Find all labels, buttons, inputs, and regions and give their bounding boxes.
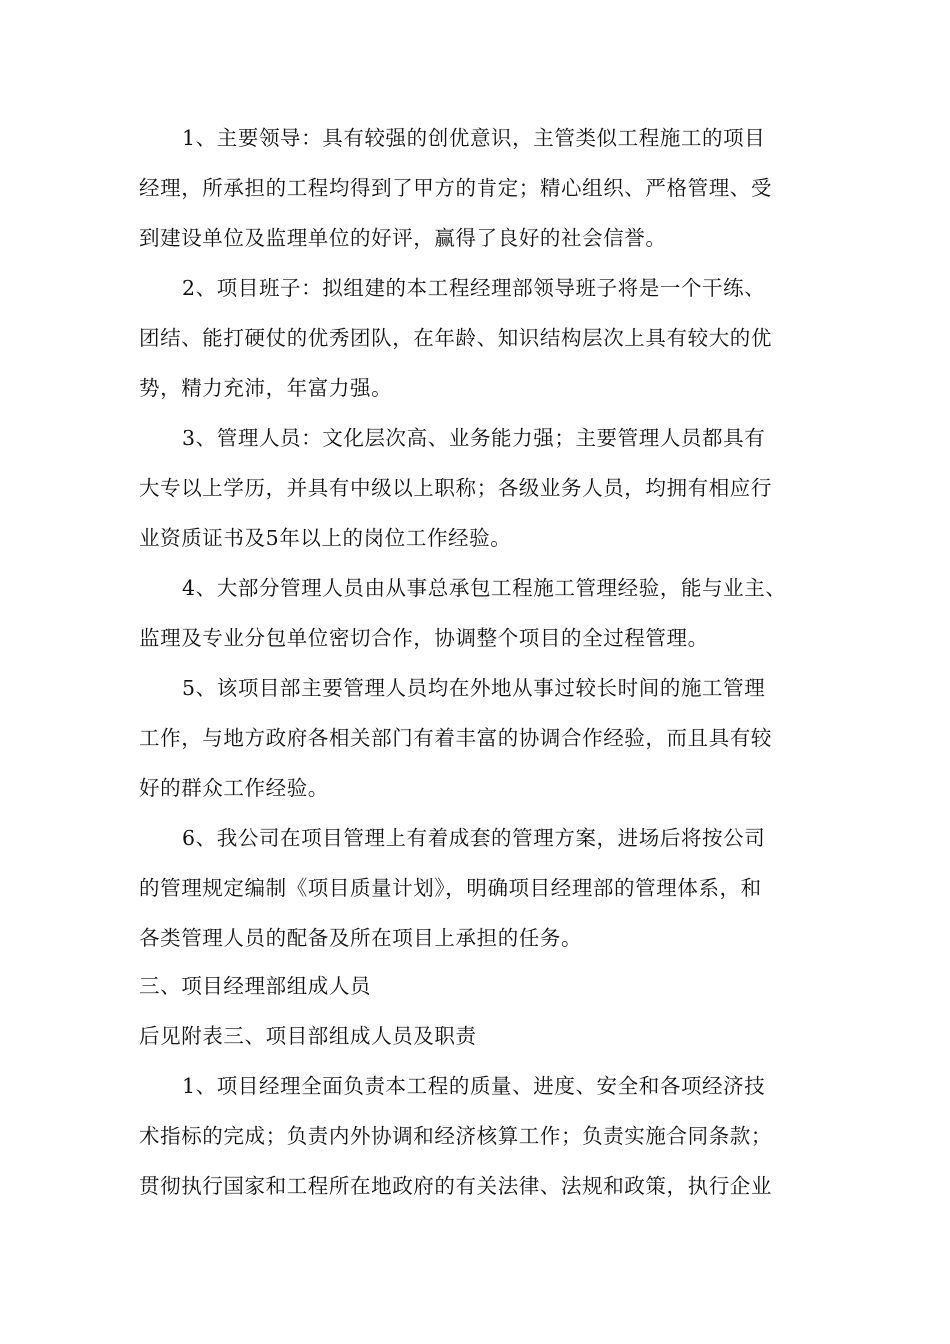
paragraph-4-line-1: 4、大部分管理人员由从事总承包工程施工管理经验，能与业主、 [182,576,787,600]
paragraph-1-line-2: 经理，所承担的工程均得到了甲方的肯定；精心组织、严格管理、受 [139,176,772,200]
paragraph-5-line-3: 好的群众工作经验。 [139,776,329,800]
paragraph-6-line-1: 6、我公司在项目管理上有着成套的管理方案，进场后将按公司 [182,826,766,850]
paragraph-5-line-1: 5、该项目部主要管理人员均在外地从事过较长时间的施工管理 [182,676,766,700]
paragraph-7-line-3: 贯彻执行国家和工程所在地政府的有关法律、法规和政策，执行企业 [139,1174,772,1198]
paragraph-3-line-2: 大专以上学历，并具有中级以上职称；各级业务人员，均拥有相应行 [139,476,772,500]
paragraph-1-line-3: 到建设单位及监理单位的好评，赢得了良好的社会信誉。 [139,226,667,250]
paragraph-5-line-2: 工作，与地方政府各相关部门有着丰富的协调合作经验，而且具有较 [139,726,772,750]
reference-line: 后见附表三、项目部组成人员及职责 [139,1024,477,1048]
paragraph-4-line-2: 监理及专业分包单位密切合作，协调整个项目的全过程管理。 [139,626,709,650]
paragraph-6-line-3: 各类管理人员的配备及所在项目上承担的任务。 [139,926,583,950]
paragraph-3-line-3: 业资质证书及5年以上的岗位工作经验。 [139,526,512,550]
paragraph-2-line-2: 团结、能打硬仗的优秀团队，在年龄、知识结构层次上具有较大的优 [139,326,772,350]
paragraph-3-line-1: 3、管理人员：文化层次高、业务能力强；主要管理人员都具有 [182,426,766,450]
paragraph-2-line-3: 势，精力充沛，年富力强。 [139,376,393,400]
paragraph-1-line-1: 1、主要领导：具有较强的创优意识，主管类似工程施工的项目 [182,126,766,150]
section-heading: 三、项目经理部组成人员 [139,974,372,998]
paragraph-7-line-1: 1、项目经理全面负责本工程的质量、进度、安全和各项经济技 [182,1074,766,1098]
paragraph-7-line-2: 术指标的完成；负责内外协调和经济核算工作；负责实施合同条款； [139,1124,772,1148]
paragraph-2-line-1: 2、项目班子：拟组建的本工程经理部领导班子将是一个干练、 [182,276,766,300]
paragraph-6-line-2: 的管理规定编制《项目质量计划》，明确项目经理部的管理体系，和 [139,876,762,900]
